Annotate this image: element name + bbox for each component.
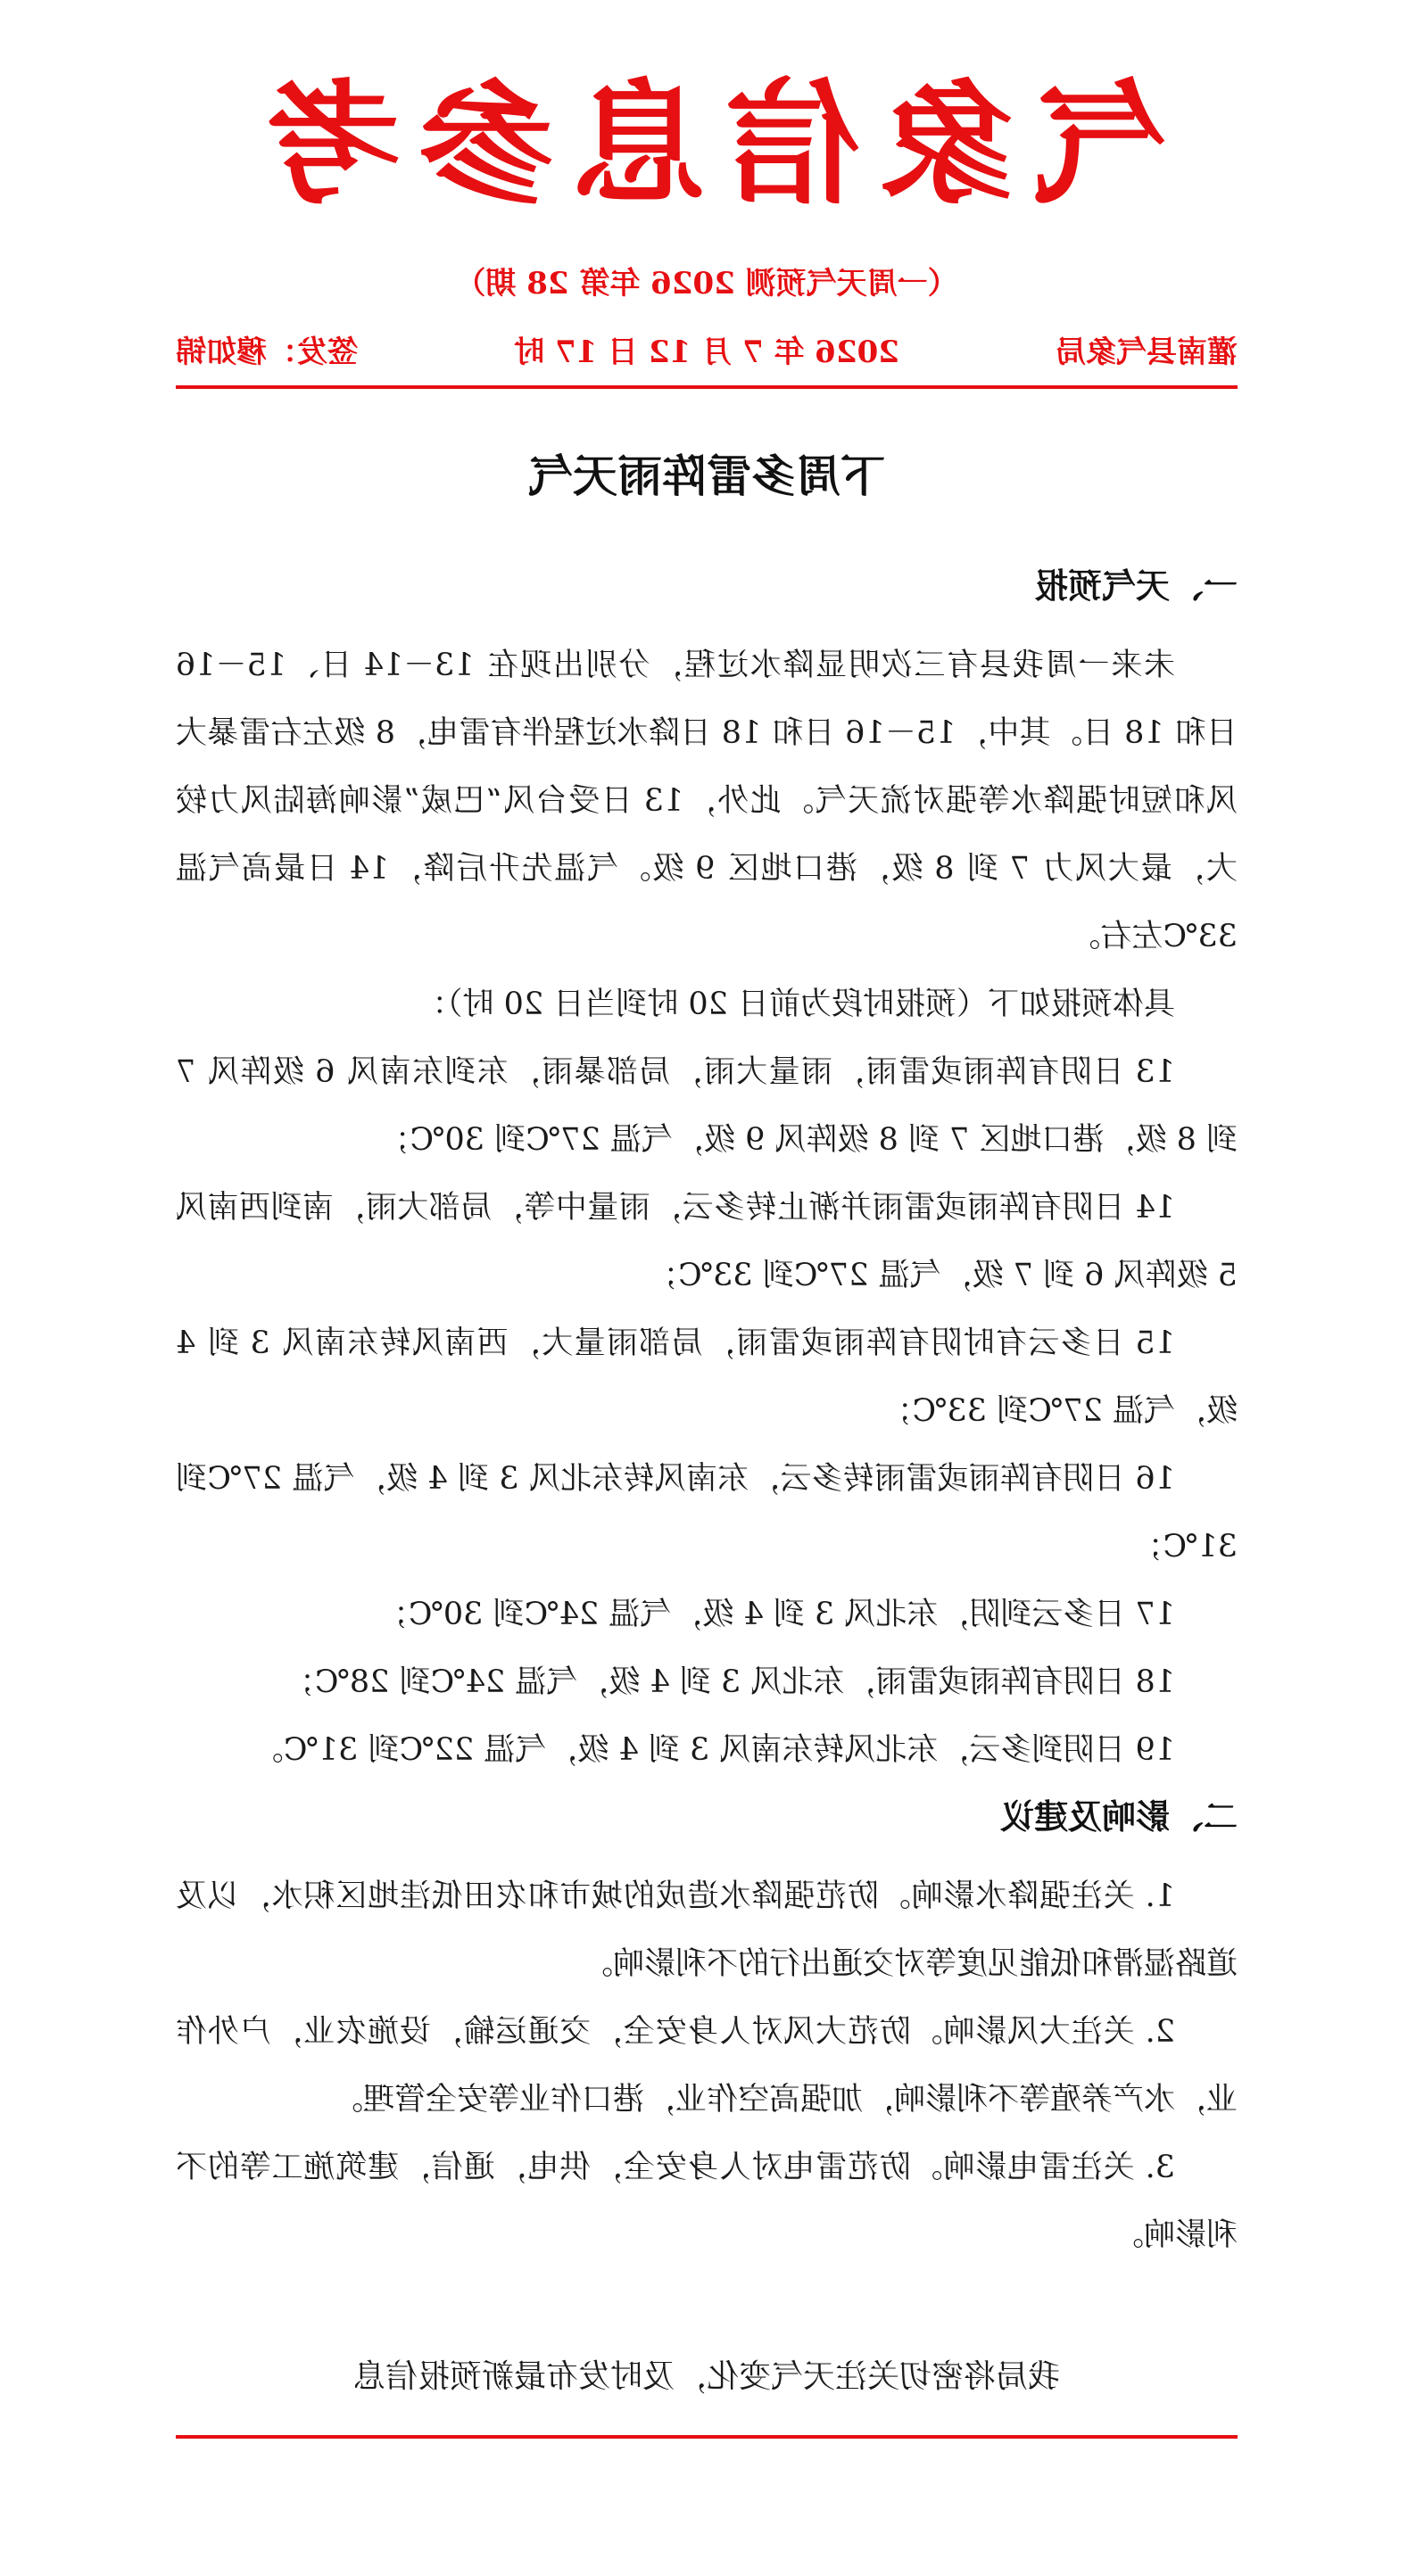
section-title-forecast: 一、天气预报 <box>1033 566 1238 606</box>
footer-divider <box>176 2435 1238 2439</box>
issuing-bureau: 灌南县气象局 <box>1056 334 1238 370</box>
issue-date: 2026 年 7 月 12 日 17 时 <box>514 334 899 370</box>
impact-wind: 2. 关注大风影响。防范大风对人身安全，交通运输，设施农业，户外作业，水产养殖等不利影响，加强高空作业，港口作业等安全管理。 <box>176 2014 1238 2118</box>
forecast-day-17: 17 日多云到阴，东北风 3 到 4 级，气温 24℃到 30℃； <box>377 1597 1175 1632</box>
headline: 下周多雷阵雨天气 <box>528 450 885 502</box>
impact-lightning: 3. 关注雷电影响。防范雷电对人身安全，供电，通信，建筑施工等的不利影响。 <box>176 2150 1238 2253</box>
signer: 签发：穆如锦 <box>176 334 358 370</box>
forecast-day-15: 15 日多云有时阴有阵雨或雷雨，局部雨量大，西南风转东南风 3 到 4 级，气温 27℃到 33℃； <box>176 1325 1238 1429</box>
forecast-intro: 具体预报如下（预报时段为前日 20 时到当日 20 时）： <box>415 987 1175 1022</box>
forecast-day-19: 19 日阴到多云，东北风转东南风 3 到 4 级，气温 22℃到 31℃。 <box>252 1732 1175 1768</box>
forecast-day-18: 18 日阴有阵雨或雷雨，东北风 3 到 4 级，气温 24℃到 28℃； <box>283 1664 1175 1700</box>
impact-rain: 1. 关注强降水影响。防范强降水造成的城市和农田低洼地区积水，以及道路湿滑和低能见度等对交通出行的不利影响。 <box>176 1878 1238 1982</box>
meta-row <box>176 332 1238 373</box>
header-divider <box>176 385 1238 389</box>
closing-note: 我局将密切关注天气变化，及时发布最新预报信息 <box>353 2358 1061 2395</box>
forecast-day-14: 14 日阴有阵雨或雷雨并渐止转多云，雨量中等，局部大雨，南到西南风 5 级阵风 6 到 7 级，气温 27℃到 33℃； <box>176 1190 1238 1293</box>
forecast-summary: 未来一周我县有三次明显降水过程，分别出现在 13－14 日、15－16 日和 18 日。其中，15－16 日和 18 日降水过程伴有雷电，8 级左右雷暴大风和短时强降水等强对流天气。此外，13 日受台风“巴威”影响海陆风力较大，最大风力 7 到 8 级，港口地区 9 级。气温先升后降，14 日最高气温 33℃左右。 <box>176 648 1238 954</box>
forecast-day-16: 16 日阴有阵雨或雷雨转多云，东南风转东北风 3 到 4 级，气温 27℃到 31℃； <box>176 1461 1238 1565</box>
section-title-impact: 二、影响及建议 <box>999 1796 1238 1837</box>
forecast-body <box>176 632 1238 1784</box>
impact-body <box>176 1862 1238 2269</box>
masthead-title: 气象信息参考 <box>246 68 1168 223</box>
issue-number: （一周天气预测 2026 年第 28 期） <box>455 266 958 301</box>
forecast-day-13: 13 日阴有阵雨或雷雨，雨量大雨，局部暴雨，东到东南风 6 级阵风 7 到 8 级，港口地区 7 到 8 级阵风 9 级，气温 27℃到 30℃； <box>176 1054 1238 1158</box>
